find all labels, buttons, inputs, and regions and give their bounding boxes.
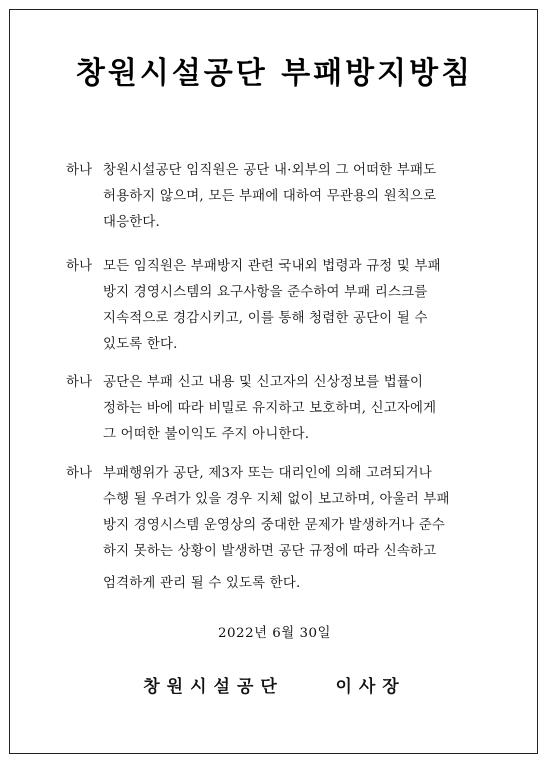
document-signer: 창원시설공단 이사장: [143, 677, 406, 697]
clause-line: [66, 370, 500, 396]
clause-text: 그 어떠한 불이익도 주지 아니한다.: [103, 427, 310, 442]
clause-lead: 하나: [66, 466, 93, 481]
clause-text: 있도록 한다.: [103, 337, 178, 352]
clause-text: 지속적으로 경감시키고, 이를 통해 청렴한 공단이 될 수: [103, 311, 428, 326]
clause-line: [66, 461, 500, 487]
clause-lead: 하나: [66, 375, 93, 390]
clause-line: [66, 210, 500, 236]
clause-lead: 하나: [66, 163, 93, 178]
clause-line: [66, 184, 500, 210]
clause-line: [66, 332, 500, 358]
clause-text: 수행 될 우려가 있을 경우 지체 없이 보고하며, 아울러 부패: [103, 492, 450, 507]
clause-line: [66, 539, 500, 565]
clause-line: [66, 254, 500, 280]
document-title: 창원시설공단 부패방지방침: [75, 56, 474, 91]
clause-line: [66, 396, 500, 422]
clause-text: 허용하지 않으며, 모든 부패에 대하여 무관용의 원칙으로: [103, 189, 437, 204]
clause-2: [66, 254, 500, 358]
clause-lead: 하나: [66, 259, 93, 274]
clause-line: [66, 280, 500, 306]
clause-3: [66, 370, 500, 448]
clause-text: 방지 경영시스템의 요구사항을 준수하여 부패 리스크를: [103, 285, 428, 300]
clause-text: 부패행위가 공단, 제3자 또는 대리인에 의해 고려되거나: [103, 466, 432, 481]
clause-text: 공단은 부패 신고 내용 및 신고자의 신상정보를 법률이: [103, 375, 424, 390]
clause-1: [66, 158, 500, 236]
clause-text: 방지 경영시스템 운영상의 중대한 문제가 발생하거나 준수: [103, 518, 445, 533]
clause-text: 하지 못하는 상황이 발생하면 공단 규정에 따라 신속하고: [103, 544, 437, 559]
clause-text: 창원시설공단 임직원은 공단 내·외부의 그 어떠한 부패도: [103, 163, 437, 178]
clause-text: 대응한다.: [103, 215, 160, 230]
clause-line: [66, 306, 500, 332]
clause-line: [66, 158, 500, 184]
clause-4: [66, 461, 500, 597]
clause-line: [66, 422, 500, 448]
document-date: 2022년 6월 30일: [218, 626, 331, 641]
clause-line: [66, 487, 500, 513]
clause-text: 정하는 바에 따라 비밀로 유지하고 보호하며, 신고자에게: [103, 401, 437, 416]
clause-line: [66, 513, 500, 539]
clause-line: [66, 571, 500, 597]
clause-text: 엄격하게 관리 될 수 있도록 한다.: [103, 576, 301, 591]
clause-text: 모든 임직원은 부패방지 관련 국내외 법령과 규정 및 부패: [103, 259, 441, 274]
